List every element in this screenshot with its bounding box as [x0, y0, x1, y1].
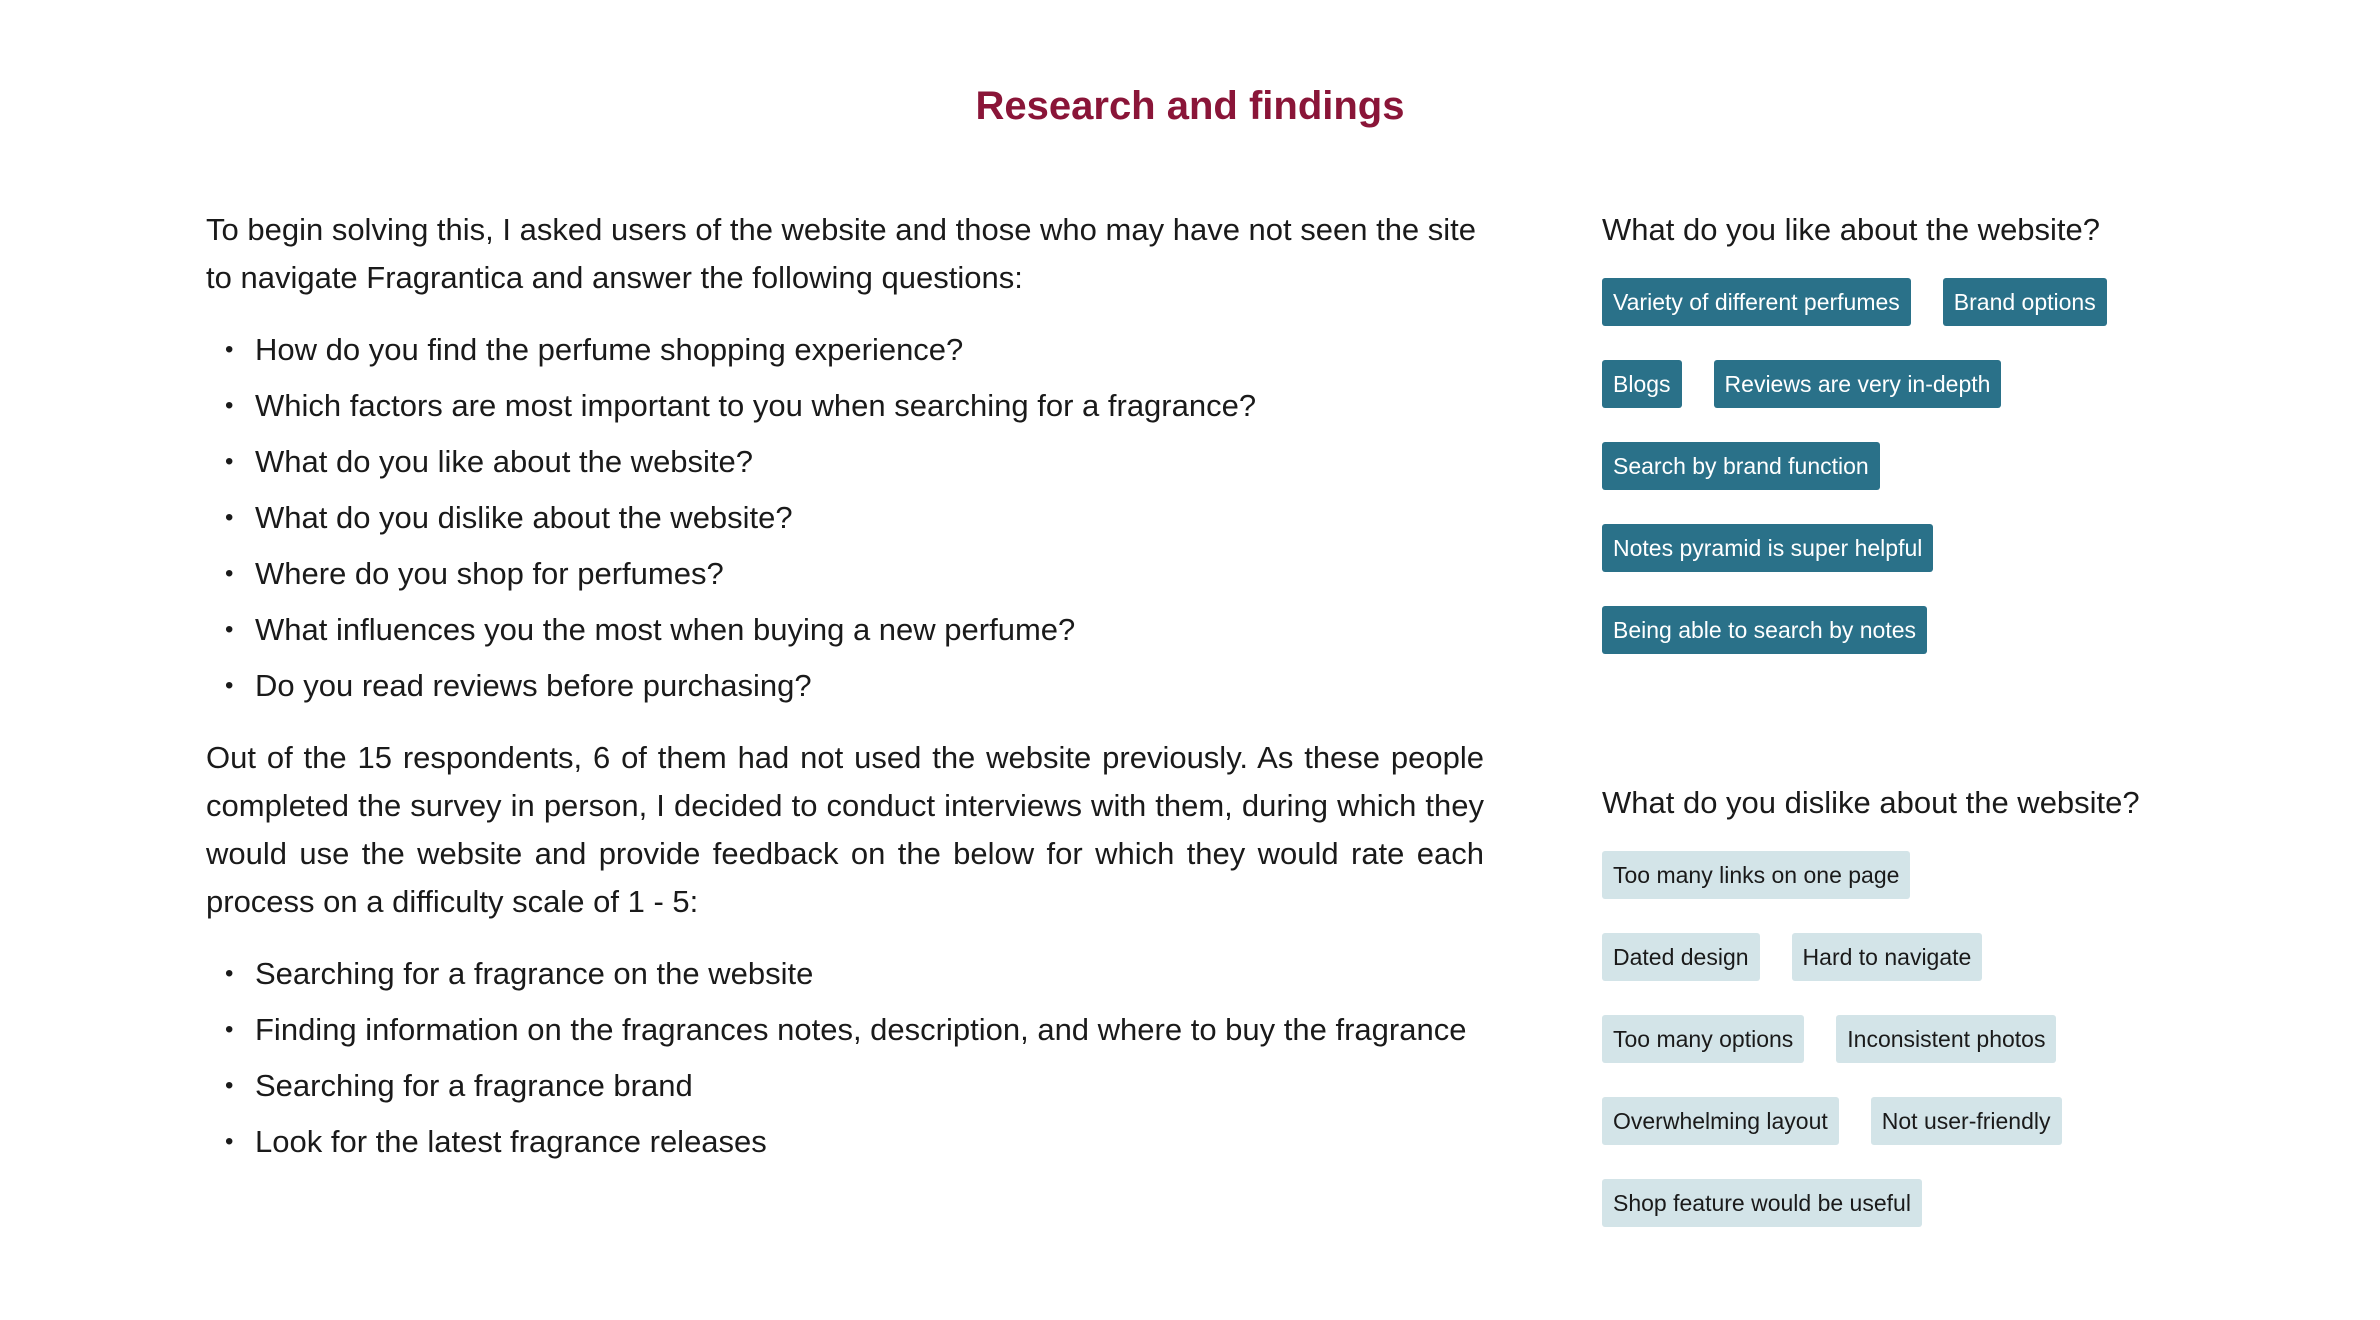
like-tag: Variety of different perfumes — [1602, 278, 1911, 326]
dislikes-tag-group — [1602, 851, 2242, 1227]
bullet-icon: • — [225, 1016, 234, 1043]
questions-list — [206, 326, 1484, 710]
dislike-tag: Dated design — [1602, 933, 1760, 981]
question-text: How do you find the perfume shopping experience? — [255, 332, 964, 367]
respondents-paragraph: Out of the 15 respondents, 6 of them had not used the website previously. As these people completed the survey in person, I decided to conduct interviews with them, during which they would use the website and provide feedback on the below for which they would rate each process on a difficulty scale of 1 - 5: — [206, 740, 1484, 919]
feedback-panel — [1602, 206, 2302, 1227]
like-tag: Search by brand function — [1602, 442, 1880, 490]
task-item — [206, 950, 1484, 998]
dislike-tag: Too many options — [1602, 1015, 1804, 1063]
question-item — [206, 326, 1484, 374]
dislike-tag: Too many links on one page — [1602, 851, 1910, 899]
bullet-icon: • — [225, 392, 234, 419]
bullet-icon: • — [225, 672, 234, 699]
bullet-icon: • — [225, 504, 234, 531]
question-item — [206, 550, 1484, 598]
question-item — [206, 606, 1484, 654]
task-text: Finding information on the fragrances notes, description, and where to buy the fragrance — [255, 1012, 1467, 1047]
bullet-icon: • — [225, 560, 234, 587]
question-item — [206, 438, 1484, 486]
task-item — [206, 1118, 1484, 1166]
likes-heading: What do you like about the website? — [1602, 212, 2101, 247]
dislike-tag: Shop feature would be useful — [1602, 1179, 1922, 1227]
dislike-tag: Hard to navigate — [1792, 933, 1983, 981]
question-text: Do you read reviews before purchasing? — [255, 668, 812, 703]
question-text: Which factors are most important to you when searching for a fragrance? — [255, 388, 1257, 423]
task-text: Searching for a fragrance on the website — [255, 956, 814, 991]
bullet-icon: • — [225, 1128, 234, 1155]
dislikes-heading: What do you dislike about the website? — [1602, 785, 2140, 820]
dislike-tag: Overwhelming layout — [1602, 1097, 1839, 1145]
page-title: Research and findings — [975, 84, 1405, 128]
question-item — [206, 382, 1484, 430]
question-text: What do you like about the website? — [255, 444, 754, 479]
question-item — [206, 494, 1484, 542]
dislike-tag: Not user-friendly — [1871, 1097, 2062, 1145]
dislike-tag: Inconsistent photos — [1836, 1015, 2056, 1063]
likes-tag-group — [1602, 278, 2242, 654]
research-body — [206, 206, 1484, 1190]
bullet-icon: • — [225, 448, 234, 475]
bullet-icon: • — [225, 616, 234, 643]
likes-section — [1602, 206, 2302, 654]
task-text: Searching for a fragrance brand — [255, 1068, 693, 1103]
question-text: What influences you the most when buying a new perfume? — [255, 612, 1076, 647]
like-tag: Notes pyramid is super helpful — [1602, 524, 1933, 572]
bullet-icon: • — [225, 1072, 234, 1099]
bullet-icon: • — [225, 960, 234, 987]
intro-paragraph: To begin solving this, I asked users of the website and those who may have not seen the site to navigate Fragrantica and answer the following questions: — [206, 212, 1477, 295]
task-item — [206, 1006, 1484, 1054]
question-text: What do you dislike about the website? — [255, 500, 793, 535]
question-text: Where do you shop for perfumes? — [255, 556, 724, 591]
like-tag: Brand options — [1943, 278, 2107, 326]
bullet-icon: • — [225, 336, 234, 363]
tasks-list — [206, 950, 1484, 1166]
like-tag: Being able to search by notes — [1602, 606, 1927, 654]
task-item — [206, 1062, 1484, 1110]
task-text: Look for the latest fragrance releases — [255, 1124, 767, 1159]
dislikes-section — [1602, 779, 2302, 1227]
like-tag: Blogs — [1602, 360, 1682, 408]
question-item — [206, 662, 1484, 710]
like-tag: Reviews are very in-depth — [1714, 360, 2002, 408]
